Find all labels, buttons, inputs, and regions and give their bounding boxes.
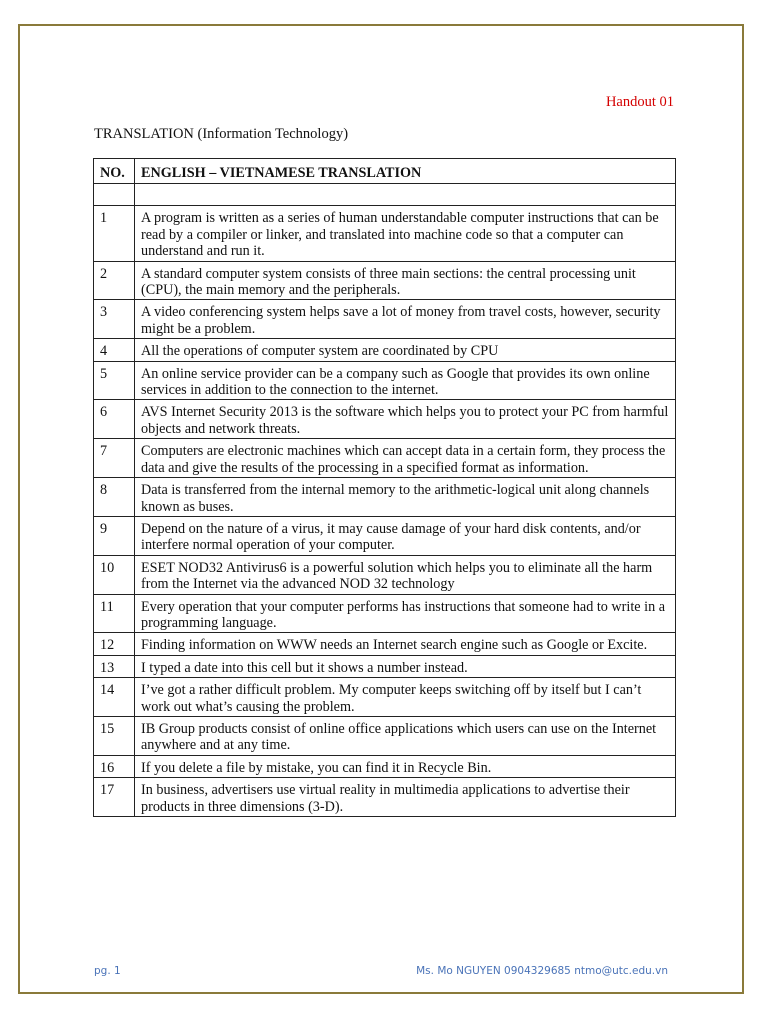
row-text: An online service provider can be a company such as Google that provides its own online services in addition to the connection to the internet. [135, 361, 676, 400]
table-row [94, 655, 676, 677]
empty-cell [94, 184, 135, 206]
row-text: Every operation that your computer performs has instructions that someone had to write in a programming language. [135, 594, 676, 633]
row-text: A standard computer system consists of three main sections: the central processing unit (CPU), the main memory and the peripherals. [135, 261, 676, 300]
row-text: ESET NOD32 Antivirus6 is a powerful solution which helps you to eliminate all the harm from the Internet via the advanced NOD 32 technology [135, 555, 676, 594]
row-number: 8 [94, 478, 135, 517]
table-row [94, 261, 676, 300]
row-number: 10 [94, 555, 135, 594]
row-number: 14 [94, 678, 135, 717]
table-row [94, 594, 676, 633]
row-text: I’ve got a rather difficult problem. My computer keeps switching off by itself but I can’t work out what’s causing the problem. [135, 678, 676, 717]
translation-table [93, 158, 676, 817]
row-text: Computers are electronic machines which can accept data in a certain form, they process the data and give the results of the processing in a specified format as information. [135, 439, 676, 478]
row-number: 5 [94, 361, 135, 400]
document-title: TRANSLATION (Information Technology) [94, 126, 349, 142]
header-translation: ENGLISH – VIETNAMESE TRANSLATION [135, 159, 676, 184]
table-row [94, 439, 676, 478]
row-number: 2 [94, 261, 135, 300]
row-text: Data is transferred from the internal memory to the arithmetic-logical unit along channels known as buses. [135, 478, 676, 517]
table-row [94, 478, 676, 517]
row-text: If you delete a file by mistake, you can find it in Recycle Bin. [135, 755, 676, 777]
table-row [94, 716, 676, 755]
row-text: AVS Internet Security 2013 is the software which helps you to protect your PC from harmful objects and network threats. [135, 400, 676, 439]
row-number: 7 [94, 439, 135, 478]
row-number: 13 [94, 655, 135, 677]
handout-label: Handout 01 [605, 94, 674, 110]
row-text: I typed a date into this cell but it shows a number instead. [135, 655, 676, 677]
row-number: 17 [94, 778, 135, 817]
row-number: 15 [94, 716, 135, 755]
author-contact: Ms. Mo NGUYEN 0904329685 ntmo@utc.edu.vn [416, 965, 668, 977]
table-row [94, 755, 676, 777]
table-row [94, 400, 676, 439]
table-row [94, 678, 676, 717]
row-text: Depend on the nature of a virus, it may cause damage of your hard disk contents, and/or interfere normal operation of your computer. [135, 516, 676, 555]
table-row [94, 206, 676, 261]
empty-cell [135, 184, 676, 206]
row-text: In business, advertisers use virtual reality in multimedia applications to advertise their products in three dimensions (3-D). [135, 778, 676, 817]
row-text: IB Group products consist of online office applications which users can use on the Internet anywhere and at any time. [135, 716, 676, 755]
row-text: Finding information on WWW needs an Internet search engine such as Google or Excite. [135, 633, 676, 655]
row-number: 16 [94, 755, 135, 777]
row-number: 3 [94, 300, 135, 339]
page-number: pg. 1 [94, 965, 121, 977]
header-no: NO. [94, 159, 135, 184]
table-row [94, 555, 676, 594]
table-row [94, 339, 676, 361]
table-header-row [94, 159, 676, 184]
table-row [94, 361, 676, 400]
row-text: A program is written as a series of human understandable computer instructions that can be read by a compiler or linker, and translated into machine code so that a computer can understand and run it. [135, 206, 676, 261]
row-number: 6 [94, 400, 135, 439]
row-number: 4 [94, 339, 135, 361]
row-number: 12 [94, 633, 135, 655]
table-row [94, 633, 676, 655]
row-text: All the operations of computer system are coordinated by CPU [135, 339, 676, 361]
table-row [94, 516, 676, 555]
row-number: 1 [94, 206, 135, 261]
row-number: 9 [94, 516, 135, 555]
empty-row [94, 184, 676, 206]
table-row [94, 778, 676, 817]
table-row [94, 300, 676, 339]
row-text: A video conferencing system helps save a lot of money from travel costs, however, security might be a problem. [135, 300, 676, 339]
row-number: 11 [94, 594, 135, 633]
